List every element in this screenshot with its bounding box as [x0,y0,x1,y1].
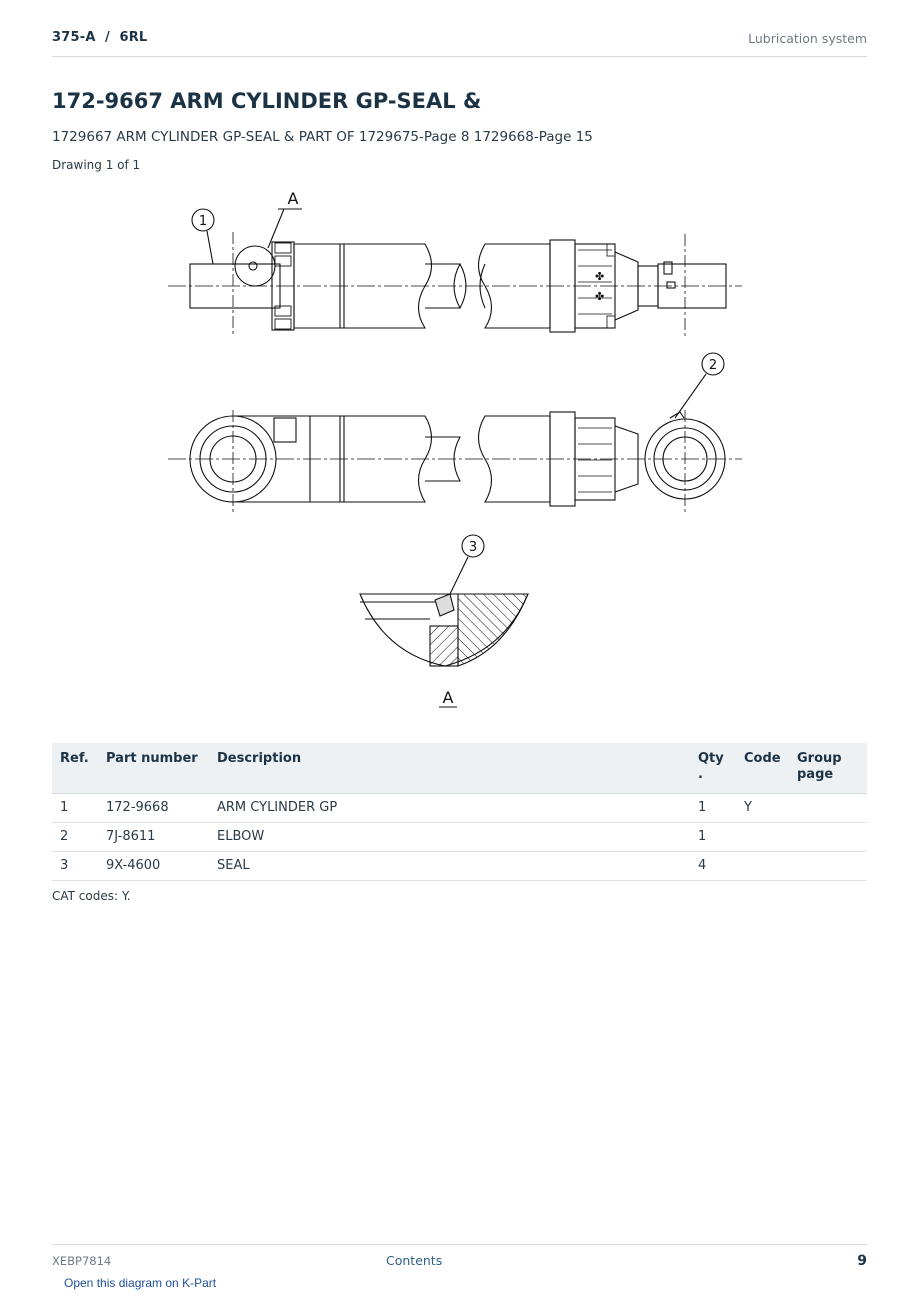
callout-2 [675,353,724,418]
table-row [52,852,867,881]
cell-qty: 1 [690,794,736,823]
col-ref: Ref. [52,743,98,794]
contents-link[interactable]: Contents [386,1253,443,1268]
svg-text:✤: ✤ [595,290,605,303]
drawing-label: Drawing 1 of 1 [52,158,141,172]
col-qty: Qty . [690,743,736,794]
col-group-page: Group page [789,743,867,794]
cell-description: ARM CYLINDER GP [209,794,690,823]
cell-qty: 4 [690,852,736,881]
col-part-number: Part number [98,743,209,794]
cell-description: SEAL [209,852,690,881]
cell-description: ELBOW [209,823,690,852]
open-kpart-link[interactable]: Open this diagram on K-Part [64,1276,217,1290]
cell-code: Y [736,794,789,823]
svg-text:✤: ✤ [595,270,605,283]
table-row [52,823,867,852]
cell-group-page [789,852,867,881]
callout-3 [450,535,484,594]
cell-code [736,852,789,881]
model-code: 375-A / 6RL [52,30,148,45]
page-subtitle: 1729667 ARM CYLINDER GP-SEAL & PART OF 1729675-Page 8 1729668-Page 15 [52,129,593,145]
col-description: Description [209,743,690,794]
cell-group-page [789,823,867,852]
page-number: 9 [857,1253,867,1269]
callout-2-label: 2 [708,358,718,373]
cell-part-number: 7J-8611 [98,823,209,852]
callout-3-label: 3 [468,540,478,555]
cell-part-number: 172-9668 [98,794,209,823]
view-marker-a [268,189,302,248]
cell-code [736,823,789,852]
parts-table-header [52,743,867,794]
callout-1 [192,209,214,264]
cell-group-page [789,794,867,823]
page-footer [52,1244,867,1269]
document-number: XEBP7814 [52,1254,112,1268]
col-code: Code [736,743,789,794]
cell-part-number: 9X-4600 [98,852,209,881]
cylinder-top-view [168,410,742,512]
parts-diagram [160,182,760,722]
seal-detail-view [360,594,528,666]
parts-table [52,743,867,881]
view-marker-a-label: A [287,189,299,208]
cell-qty: 1 [690,823,736,852]
detail-label-a-text: A [442,688,454,707]
cell-ref: 2 [52,823,98,852]
page-header [52,28,867,57]
table-row [52,794,867,823]
page-title: 172-9667 ARM CYLINDER GP-SEAL & [52,89,482,113]
cylinder-side-view [168,232,742,337]
callout-1-label: 1 [198,214,208,229]
cat-codes-note: CAT codes: Y. [52,889,131,903]
cell-ref: 1 [52,794,98,823]
detail-label-a [439,688,457,707]
cell-ref: 3 [52,852,98,881]
section-name: Lubrication system [748,31,867,46]
